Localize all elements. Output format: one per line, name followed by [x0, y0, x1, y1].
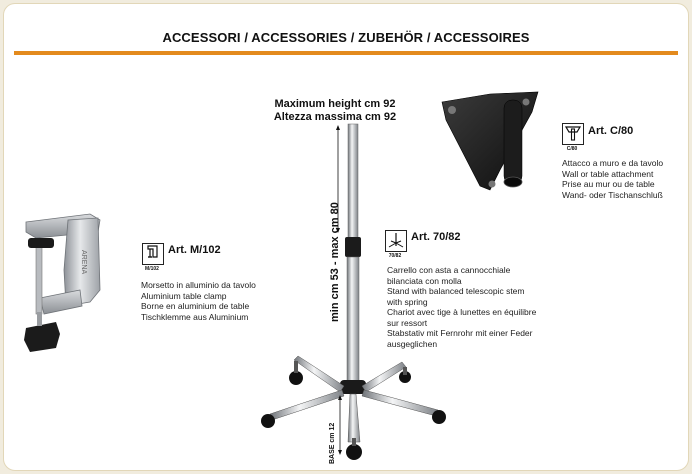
desc-line: ausgeglichen [387, 338, 438, 349]
title-underline [14, 51, 678, 55]
stand-icon [387, 232, 405, 250]
desc-line: Chariot avec tige à lunettes en équilibre [387, 307, 537, 317]
desc-line: Borne en aluminium de table [141, 301, 250, 311]
product-code-c80: C/80 [566, 146, 578, 152]
desc-line: Attacco a muro e da tavolo [562, 158, 664, 168]
max-height-caption [266, 98, 404, 124]
desc-line: Wand- oder Tischanschluß [562, 189, 663, 200]
product-desc-m102 [141, 280, 256, 322]
desc-line: Tischklemme aus Aluminium [141, 311, 249, 322]
product-code-m102: M/102 [145, 266, 159, 272]
product-desc-7082 [387, 265, 536, 349]
catalog-card [3, 3, 689, 471]
product-icon-c80 [562, 123, 584, 145]
product-code-7082: 70/82 [388, 253, 402, 259]
product-desc-c80 [562, 158, 663, 200]
wall-attachment-icon [564, 125, 582, 143]
desc-line: Carrello con asta a cannocchiale [387, 265, 511, 275]
product-icon-7082 [385, 230, 407, 252]
desc-line: sur ressort [387, 317, 428, 328]
desc-line: Stabstativ mit Fernrohr mit einer Feder [387, 328, 533, 338]
clamp-engraving: ARENA [80, 250, 87, 275]
wall-attachment-image [440, 90, 544, 196]
desc-line: Aluminium table clamp [141, 290, 227, 301]
desc-line: bilanciata con molla [387, 275, 462, 286]
desc-line: Stand with balanced telescopic stem [387, 286, 525, 296]
table-clamp-image [20, 210, 110, 360]
desc-line: with spring [387, 296, 428, 307]
product-title-c80: Art. C/80 [588, 125, 634, 137]
desc-line: Morsetto in alluminio da tavolo [141, 280, 256, 290]
table-clamp-icon [145, 245, 161, 259]
base-label: BASE cm 12 [329, 422, 336, 464]
product-title-7082: Art. 70/82 [411, 231, 461, 243]
max-height-en: Maximum height cm 92 [274, 98, 396, 110]
desc-line: Prise au mur ou de table [562, 179, 655, 189]
desc-line: Wall or table attachment [562, 168, 654, 179]
product-title-m102: Art. M/102 [168, 244, 221, 256]
page-title: ACCESSORI / ACCESSORIES / ZUBEHÖR / ACCESSOIRES [162, 30, 530, 45]
height-range-label: min cm 53 - max cm 80 [329, 202, 341, 322]
max-height-it: Altezza massima cm 92 [273, 111, 397, 123]
product-icon-m102 [142, 243, 164, 265]
